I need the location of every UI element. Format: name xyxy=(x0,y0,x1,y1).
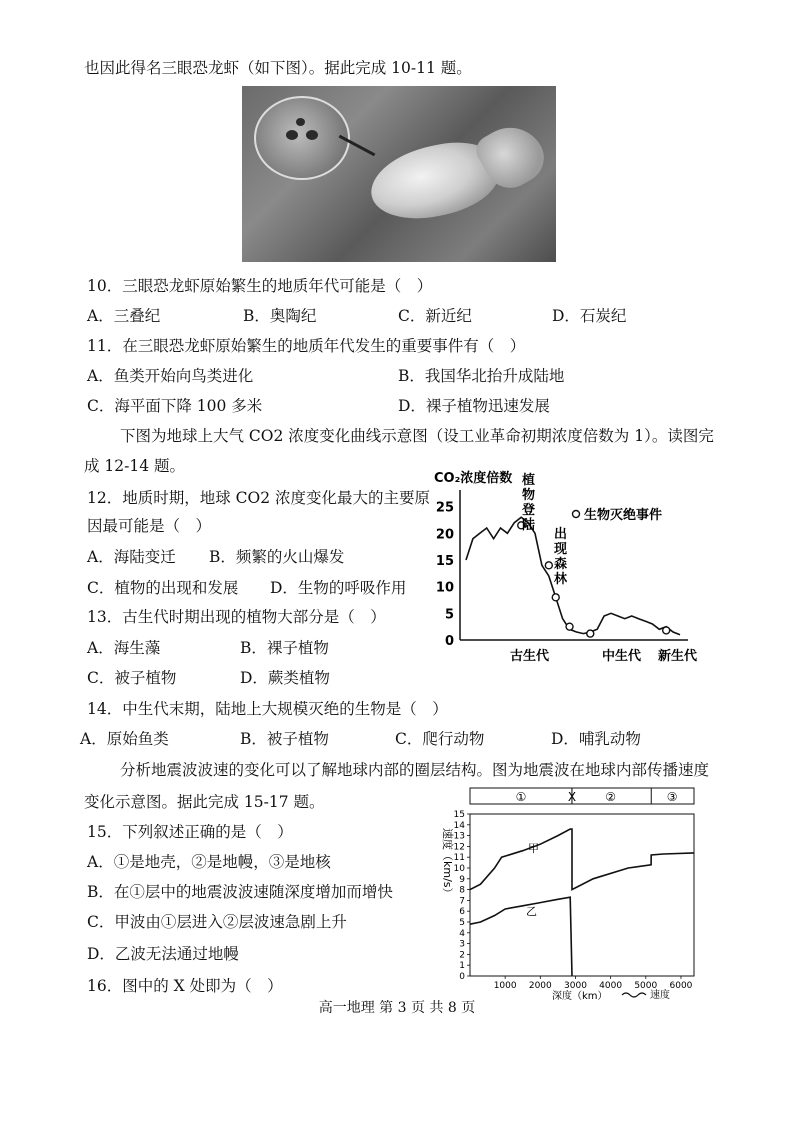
q14-option-b[interactable]: B．被子植物 xyxy=(240,730,329,748)
intro3-line1: 分析地震波波速的变化可以了解地球内部的圈层结构。图为地震波在地球内部传播速度 xyxy=(120,761,710,779)
intro3-line2: 变化示意图。据此完成 15-17 题。 xyxy=(84,793,325,811)
x-tick-label: 2000 xyxy=(528,981,552,991)
q10-option-c[interactable]: C．新近纪 xyxy=(398,307,472,325)
x-tick-label: 新生代 xyxy=(658,649,698,664)
legend-marker xyxy=(573,511,580,518)
svg-text:物: 物 xyxy=(522,488,536,503)
q15-option-a[interactable]: A．①是地壳，②是地幔，③是地核 xyxy=(87,853,331,871)
y-tick-label: 6 xyxy=(459,907,465,918)
q15-option-d[interactable]: D．乙波无法通过地幔 xyxy=(87,945,239,963)
q11-option-c[interactable]: C．海平面下降 100 多米 xyxy=(87,397,263,415)
q15-stem: 15．下列叙述正确的是（ ） xyxy=(87,823,293,841)
extinction-event-marker xyxy=(566,623,573,630)
y-tick-label: 2 xyxy=(459,950,465,961)
q12-option-a[interactable]: A．海陆变迁 xyxy=(87,548,176,566)
x-tick-label: 4000 xyxy=(599,981,623,991)
q11-option-a[interactable]: A．鱼类开始向鸟类进化 xyxy=(87,367,254,385)
q13-stem: 13．古生代时期出现的植物大部分是（ ） xyxy=(87,608,386,626)
layer-band xyxy=(470,788,694,804)
intro-line: 也因此得名三眼恐龙虾（如下图）。据此完成 10-11 题。 xyxy=(84,59,472,77)
x-tick-label: 古生代 xyxy=(510,649,550,664)
series-line-yi xyxy=(470,897,572,976)
q14-stem: 14．中生代末期，陆地上大规模灭绝的生物是（ ） xyxy=(87,700,448,718)
y-tick-label: 1 xyxy=(459,961,465,972)
q12-option-b[interactable]: B．频繁的火山爆发 xyxy=(209,548,345,566)
svg-text:植: 植 xyxy=(522,473,536,488)
q11-option-b[interactable]: B．我国华北抬升成陆地 xyxy=(398,367,565,385)
svg-text:林: 林 xyxy=(554,572,568,587)
y-tick-label: 15 xyxy=(453,810,465,820)
magnifier-circle xyxy=(254,96,350,180)
annotation-plant-landing xyxy=(521,472,536,533)
y-tick-label: 5 xyxy=(459,918,465,928)
y-tick-label: 10 xyxy=(453,864,465,874)
co2-series-line xyxy=(466,517,680,634)
layer-label: ③ xyxy=(666,790,678,804)
x-axis-title: 深度（km） xyxy=(552,991,608,1002)
q11-stem: 11．在三眼恐龙虾原始繁生的地质年代发生的重要事件有（ ） xyxy=(87,337,526,355)
y-axis-title: 速度（km/s） xyxy=(441,828,454,899)
q13-option-d[interactable]: D．蕨类植物 xyxy=(240,669,330,687)
legend-label: 速度 xyxy=(650,990,670,1001)
svg-text:现: 现 xyxy=(554,542,568,557)
q10-option-a[interactable]: A．三叠纪 xyxy=(87,307,161,325)
series-label-jia: 甲 xyxy=(528,842,539,855)
y-tick-label: 0 xyxy=(459,972,465,982)
q10-stem: 10．三眼恐龙虾原始繁生的地质年代可能是（ ） xyxy=(87,277,433,295)
y-tick-label: 20 xyxy=(435,527,454,543)
q12-option-c[interactable]: C．植物的出现和发展 xyxy=(87,579,239,597)
x-tick-label: 3000 xyxy=(564,981,587,991)
layer-label: X xyxy=(567,790,577,804)
co2-chart xyxy=(430,466,720,666)
series-label-yi: 乙 xyxy=(526,905,537,918)
x-tick-label: 6000 xyxy=(669,981,693,991)
svg-text:登: 登 xyxy=(522,503,536,518)
y-tick-label: 9 xyxy=(459,874,465,885)
y-tick-label: 8 xyxy=(459,885,465,896)
x-tick-label: 1000 xyxy=(493,981,517,991)
y-tick-label: 14 xyxy=(453,820,465,831)
y-tick-label: 4 xyxy=(459,928,465,939)
y-tick-label: 3 xyxy=(459,939,465,950)
q15-option-b[interactable]: B．在①层中的地震波波速随深度增加而增快 xyxy=(87,883,393,901)
y-axis-title: CO₂浓度倍数 xyxy=(434,471,513,486)
intro2-line2: 成 12-14 题。 xyxy=(84,457,186,475)
legend-label: 生物灭绝事件 xyxy=(584,508,663,523)
page-footer: 高一地理 第 3 页 共 8 页 xyxy=(318,1000,476,1016)
x-tick-label: 5000 xyxy=(634,981,658,991)
svg-text:出: 出 xyxy=(554,527,568,542)
y-tick-label: 5 xyxy=(444,607,454,623)
seismic-chart xyxy=(436,780,706,1002)
extinction-event-marker xyxy=(587,630,594,637)
layer-label: ① xyxy=(515,790,527,804)
extinction-event-marker xyxy=(545,562,552,569)
annotation-forest xyxy=(554,526,568,587)
triops-photo xyxy=(242,86,556,262)
svg-text:陆: 陆 xyxy=(522,518,536,533)
y-tick-label: 12 xyxy=(453,842,465,853)
layer-label: ② xyxy=(605,790,617,804)
y-tick-label: 25 xyxy=(435,500,454,516)
q14-option-d[interactable]: D．哺乳动物 xyxy=(551,730,641,748)
eye-mark xyxy=(296,118,305,126)
y-tick-label: 0 xyxy=(444,634,454,649)
eye-mark xyxy=(306,130,318,140)
q14-option-c[interactable]: C．爬行动物 xyxy=(395,730,485,748)
y-tick-label: 7 xyxy=(459,896,465,907)
x-tick-label: 中生代 xyxy=(602,649,642,664)
eye-mark xyxy=(286,130,298,140)
y-tick-label: 15 xyxy=(435,554,454,569)
extinction-event-marker xyxy=(552,594,559,601)
y-tick-label: 10 xyxy=(435,580,454,596)
q15-option-c[interactable]: C．甲波由①层进入②层波速急剧上升 xyxy=(87,913,347,931)
q13-option-c[interactable]: C．被子植物 xyxy=(87,669,177,687)
q11-option-d[interactable]: D．裸子植物迅速发展 xyxy=(398,397,550,415)
q10-option-d[interactable]: D．石炭纪 xyxy=(552,307,627,325)
intro2-line1: 下图为地球上大气 CO2 浓度变化曲线示意图（设工业革命初期浓度倍数为 1）。读图完 xyxy=(120,427,714,445)
q13-option-b[interactable]: B．裸子植物 xyxy=(240,639,329,657)
y-tick-label: 11 xyxy=(453,853,465,864)
series-line-jia xyxy=(470,829,694,890)
q14-option-a[interactable]: A．原始鱼类 xyxy=(80,730,169,748)
plot-frame xyxy=(470,814,694,976)
q13-option-a[interactable]: A．海生藻 xyxy=(87,639,161,657)
q12-option-d[interactable]: D．生物的呼吸作用 xyxy=(270,579,407,597)
q10-option-b[interactable]: B．奥陶纪 xyxy=(243,307,317,325)
q16-stem: 16．图中的 X 处即为（ ） xyxy=(87,977,283,995)
q12-stem-line2: 因最可能是（ ） xyxy=(87,517,212,535)
svg-text:森: 森 xyxy=(554,557,568,572)
y-tick-label: 13 xyxy=(453,831,465,842)
q12-stem-line1: 12．地质时期，地球 CO2 浓度变化最大的主要原 xyxy=(87,489,431,507)
extinction-event-marker xyxy=(663,627,670,634)
